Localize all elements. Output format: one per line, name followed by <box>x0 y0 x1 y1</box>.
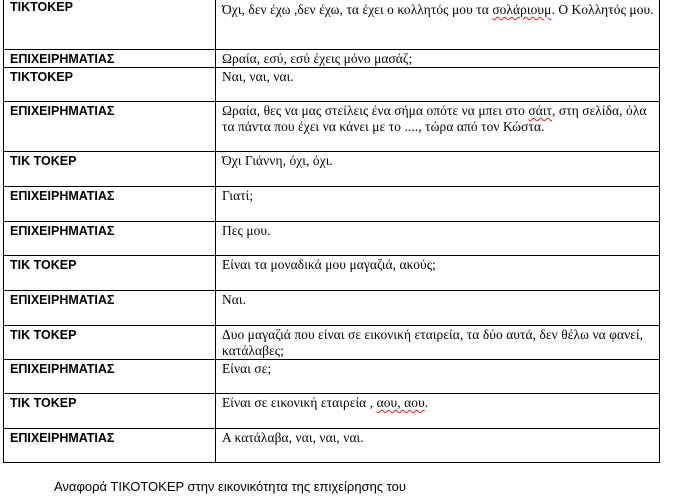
line-cell: Πες μου. <box>216 222 660 256</box>
speaker-cell: ΤΙΚ ΤΟΚΕΡ <box>4 152 216 187</box>
speaker-cell: ΤΙΚ ΤΟΚΕΡ <box>4 394 216 429</box>
table-row <box>4 50 660 68</box>
speaker-cell: ΕΠΙΧΕΙΡΗΜΑΤΙΑΣ <box>4 429 216 463</box>
line-cell: Όχι Γιάννη, όχι, όχι. <box>216 152 660 187</box>
line-cell: Γιατί; <box>216 187 660 222</box>
table-row <box>4 360 660 394</box>
line-cell: Ωραία, θες να μας στείλεις ένα σήμα οπότε να μπει στο σάιτ, στη σελίδα, όλα τα πάντα που έχει να κάνει με το ...., τώρα από τον Κώστα. <box>216 102 660 152</box>
line-cell: Ναι, ναι, ναι. <box>216 68 660 102</box>
table-row <box>4 102 660 152</box>
speaker-cell: ΕΠΙΧΕΙΡΗΜΑΤΙΑΣ <box>4 50 216 68</box>
table-row <box>4 0 660 50</box>
line-cell: Όχι, δεν έχω ,δεν έχω, τα έχει ο κολλητός μου τα σολάριουμ. Ο Κολλητός μου. <box>216 0 660 50</box>
figure-caption: Αναφορά ΤΙΚΟΤΟΚΕΡ στην εικονικότητα της επιχείρησης του <box>54 479 406 494</box>
speaker-cell: ΤΙΚ ΤΟΚΕΡ <box>4 326 216 360</box>
table-row <box>4 429 660 463</box>
speaker-cell: ΤΙΚΤΟΚΕΡ <box>4 68 216 102</box>
line-cell: Δυο μαγαζιά που είναι σε εικονική εταιρεία, τα δύο αυτά, δεν θέλω να φανεί, κατάλαβες; <box>216 326 660 360</box>
line-cell: Ναι. <box>216 291 660 326</box>
spellcheck-word: σολάριουμ <box>492 2 552 17</box>
speaker-cell: ΕΠΙΧΕΙΡΗΜΑΤΙΑΣ <box>4 291 216 326</box>
table-row <box>4 291 660 326</box>
line-cell: Είναι σε εικονική εταιρεία , αου, αου. <box>216 394 660 429</box>
dialog-table <box>3 0 660 463</box>
speaker-cell: ΤΙΚΤΟΚΕΡ <box>4 0 216 50</box>
table-row <box>4 256 660 291</box>
spellcheck-word: σάιτ <box>528 103 553 118</box>
table-row <box>4 326 660 360</box>
speaker-cell: ΕΠΙΧΕΙΡΗΜΑΤΙΑΣ <box>4 187 216 222</box>
line-cell: Ωραία, εσύ, εσύ έχεις μόνο μασάζ; <box>216 50 660 68</box>
table-row <box>4 187 660 222</box>
speaker-cell: ΕΠΙΧΕΙΡΗΜΑΤΙΑΣ <box>4 102 216 152</box>
speaker-cell: ΤΙΚ ΤΟΚΕΡ <box>4 256 216 291</box>
table-row <box>4 68 660 102</box>
table-row <box>4 394 660 429</box>
speaker-cell: ΕΠΙΧΕΙΡΗΜΑΤΙΑΣ <box>4 222 216 256</box>
table-row <box>4 222 660 256</box>
line-cell: Α κατάλαβα, ναι, ναι, ναι. <box>216 429 660 463</box>
table-row <box>4 152 660 187</box>
spellcheck-word: αου, αου <box>376 395 425 410</box>
speaker-cell: ΕΠΙΧΕΙΡΗΜΑΤΙΑΣ <box>4 360 216 394</box>
line-cell: Είναι σε; <box>216 360 660 394</box>
line-cell: Είναι τα μοναδικά μου μαγαζιά, ακούς; <box>216 256 660 291</box>
